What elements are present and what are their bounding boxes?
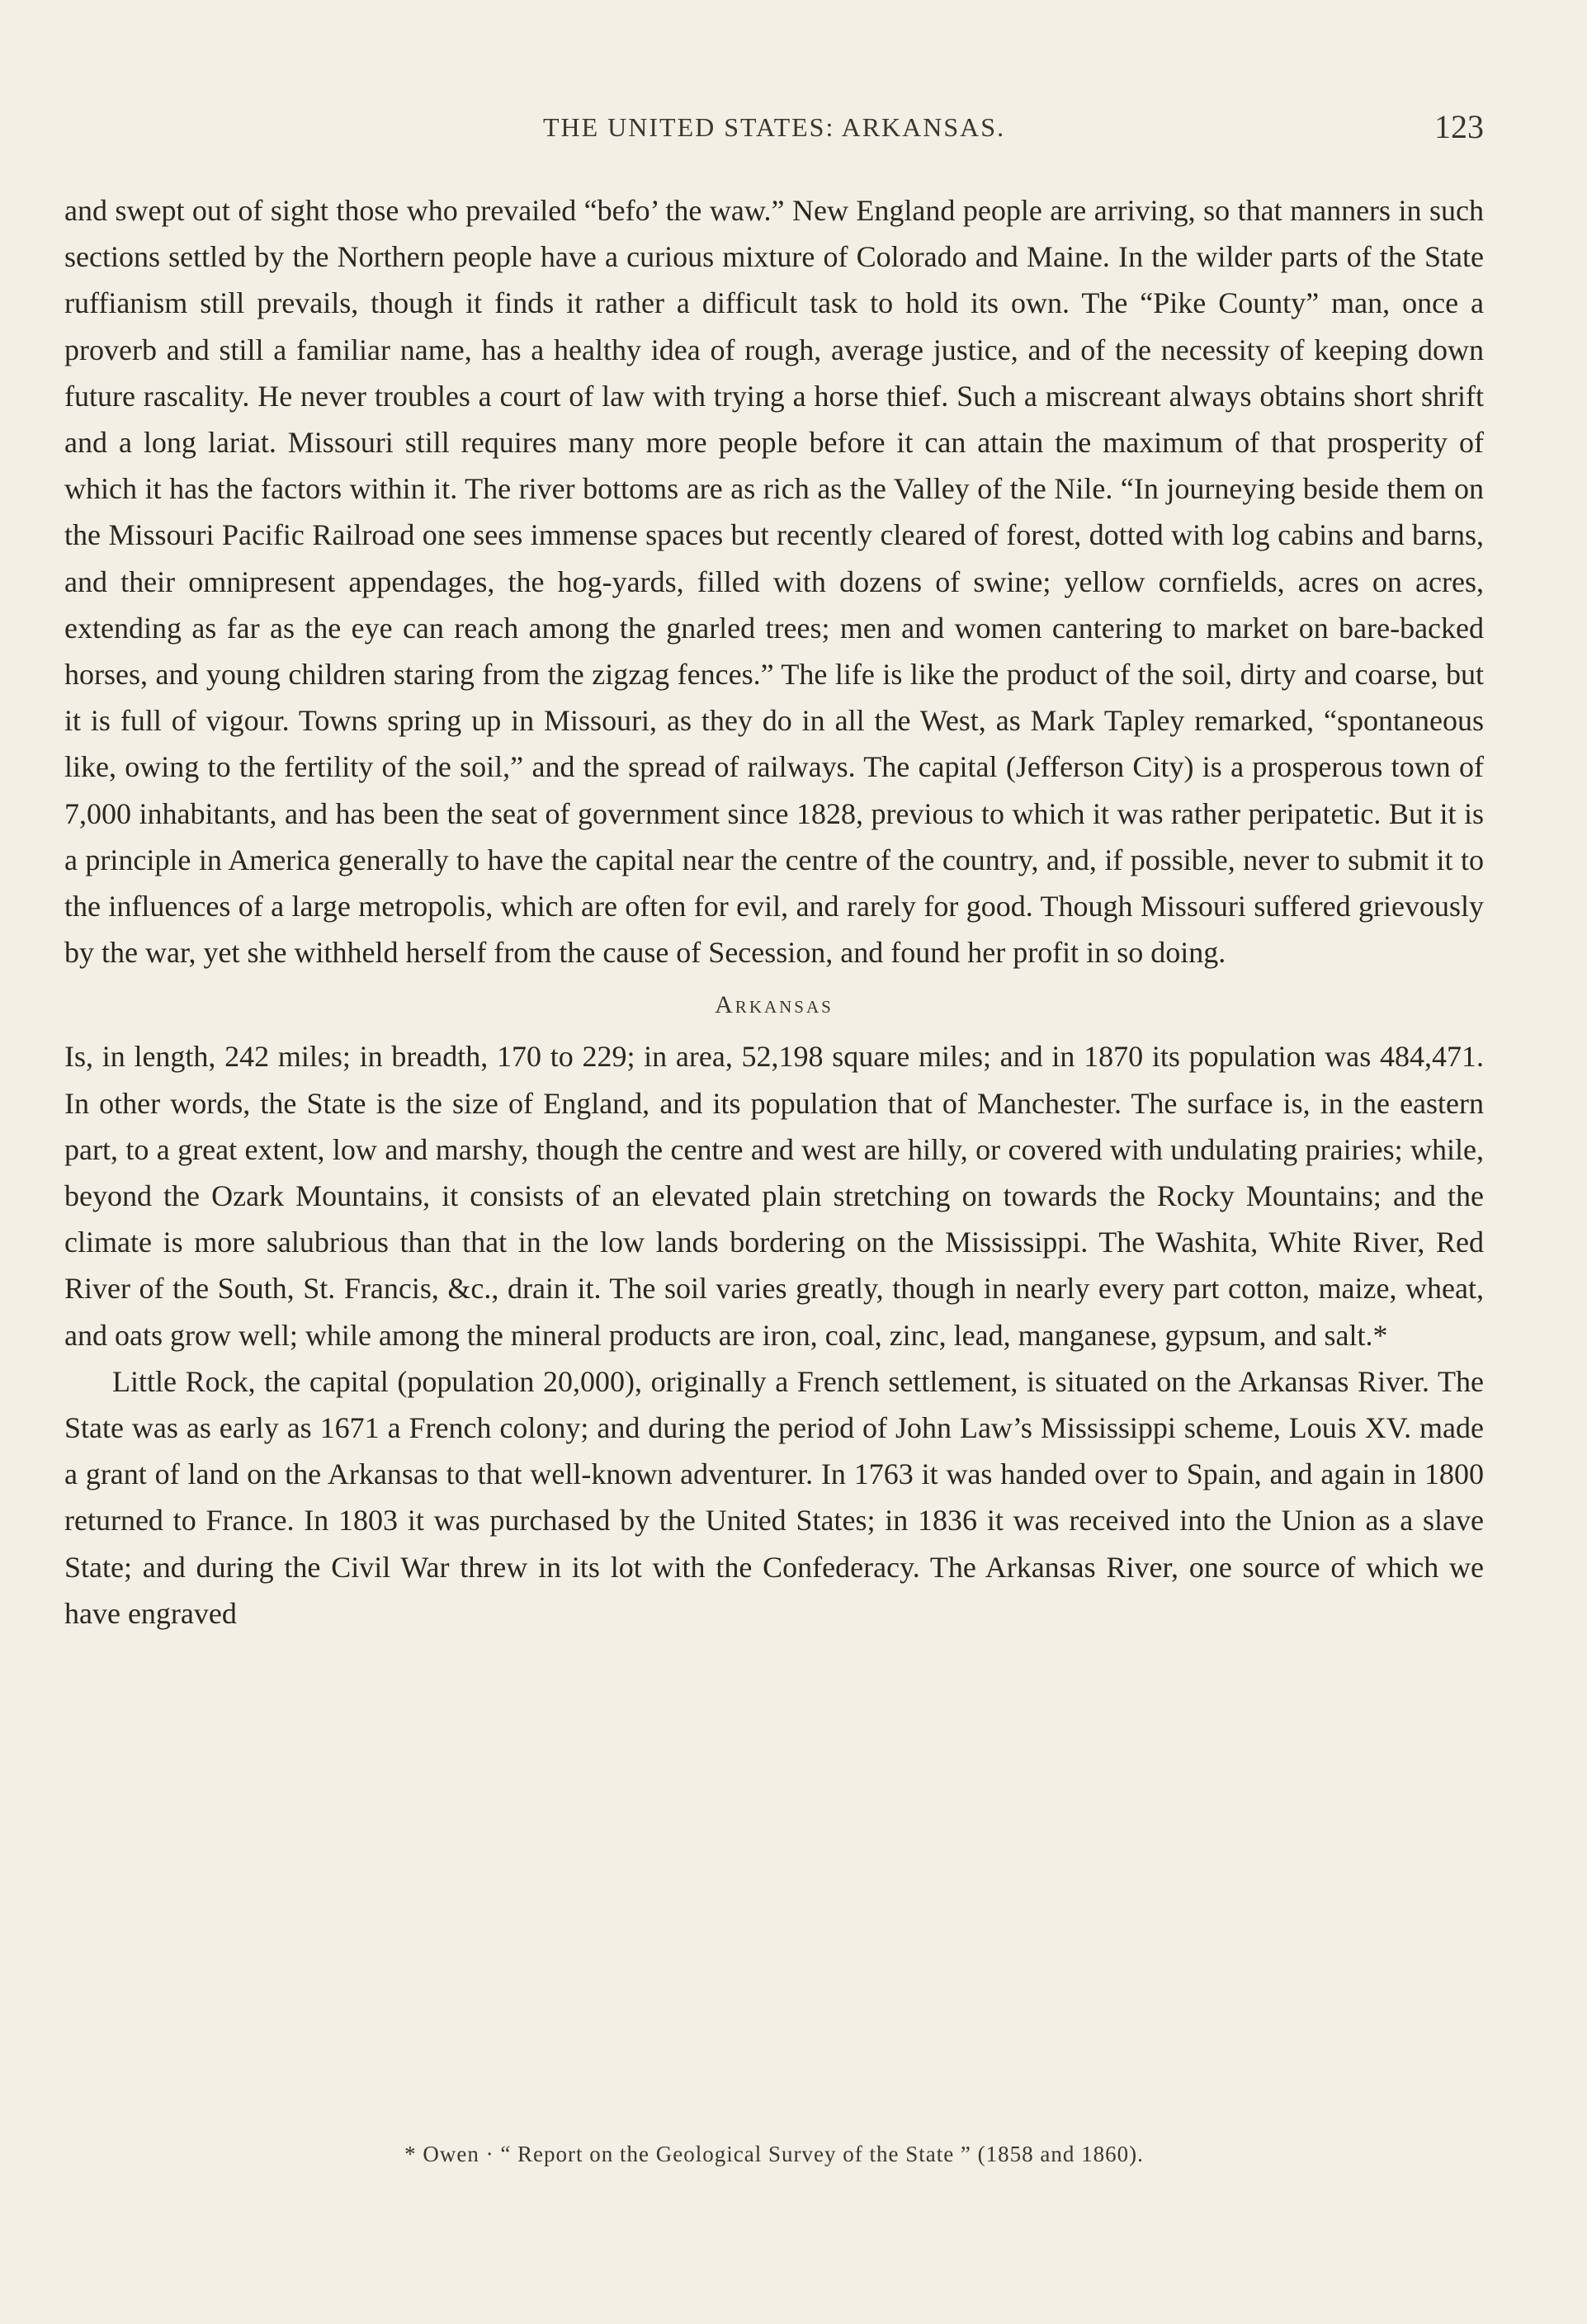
page-number: 123	[1434, 108, 1484, 145]
body-text	[64, 187, 1484, 1637]
paragraph-missouri-continued: and swept out of sight those who prevailed “befo’ the waw.” New England people are arriving, so that manners in such sections settled by the Northern people have a curious mixture of Colorado and Maine. In the wilder parts of the State ruffianism still prevails, though it finds it rather a difficult task to hold its own. The “Pike County” man, once a proverb and still a familiar name, has a healthy idea of rough, average justice, and of the necessity of keeping down future rascality. He never troubles a court of law with trying a horse thief. Such a miscreant always obtains short shrift and a long lariat. Missouri still requires many more people before it can attain the maximum of that prosperity of which it has the factors within it. The river bottoms are as rich as the Valley of the Nile. “In journeying beside them on the Missouri Pacific Railroad one sees immense spaces but recently cleared of forest, dotted with log cabins and barns, and their omnipresent appendages, the hog-yards, filled with dozens of swine; yellow cornfields, acres on acres, extending as far as the eye can reach among the gnarled trees; men and women cantering to market on bare-backed horses, and young children staring from the zigzag fences.” The life is like the product of the soil, dirty and coarse, but it is full of vigour. Towns spring up in Missouri, as they do in all the West, as Mark Tapley remarked, “spontaneous like, owing to the fertility of the soil,” and the spread of railways. The capital (Jefferson City) is a prosperous town of 7,000 inhabitants, and has been the seat of government since 1828, previous to which it was rather peripatetic. But it is a principle in America generally to have the capital near the centre of the country, and, if possible, never to submit it to the influences of a large metropolis, which are often for evil, and rarely for good. Though Missouri suffered grievously by the war, yet she withheld herself from the cause of Secession, and found her profit in so doing.	[64, 194, 1484, 970]
running-title: THE UNITED STATES: ARKANSAS.	[542, 112, 1006, 142]
section-heading-arkansas: Arkansas	[715, 991, 834, 1019]
running-head	[64, 107, 1484, 149]
paragraph-little-rock: Little Rock, the capital (population 20,000), originally a French settlement, is situated on the Arkansas River. The State was as early as 1671 a French colony; and during the period of John Law’s Mississippi scheme, Louis XV. made a grant of land on the Arkansas to that well-known adventurer. In 1763 it was handed over to Spain, and again in 1800 returned to France. In 1803 it was purchased by the United States; in 1836 it was received into the Union as a slave State; and during the Civil War threw in its lot with the Confederacy. The Arkansas River, one source of which we have engraved	[64, 1364, 1484, 1630]
paragraph-arkansas-dimensions: Is, in length, 242 miles; in breadth, 170 to 229; in area, 52,198 square miles; and in 1870 its population was 484,471. In other words, the State is the size of England, and its population that of Manchester. The surface is, in the eastern part, to a great extent, low and marshy, though the centre and west are hilly, or covered with undulating prairies; while, beyond the Ozark Mountains, it consists of an elevated plain stretching on towards the Rocky Mountains; and the climate is more salubrious than that in the low lands bordering on the Mississippi. The Washita, White River, Red River of the South, St. Francis, &c., drain it. The soil varies greatly, though in nearly every part cotton, maize, wheat, and oats grow well; while among the mineral products are iron, coal, zinc, lead, manganese, gypsum, and salt.*	[64, 1040, 1484, 1352]
footnote: * Owen · “ Report on the Geological Survey of the State ” (1858 and 1860).	[404, 2142, 1144, 2166]
